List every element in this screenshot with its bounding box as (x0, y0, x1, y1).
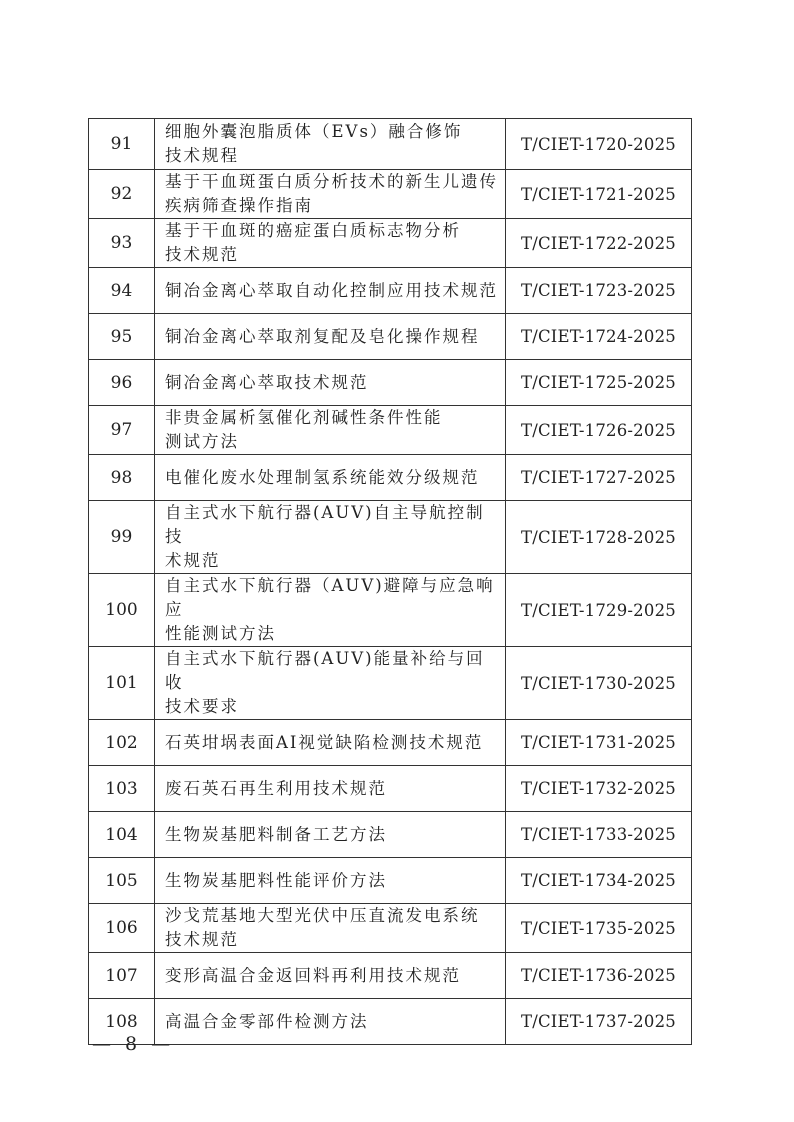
row-number: 103 (89, 766, 155, 812)
standard-code: T/CIET-1726-2025 (506, 406, 692, 455)
row-number: 106 (89, 904, 155, 953)
table-row (89, 501, 692, 574)
table-row (89, 574, 692, 647)
standard-code: T/CIET-1732-2025 (506, 766, 692, 812)
table-row (89, 858, 692, 904)
row-number: 104 (89, 812, 155, 858)
standard-name (155, 219, 506, 268)
table-row (89, 406, 692, 455)
row-number: 93 (89, 219, 155, 268)
standard-code: T/CIET-1736-2025 (506, 953, 692, 999)
standards-table (88, 118, 692, 1045)
standard-name-text: 基于干血斑的癌症蛋白质标志物分析 技术规范 (165, 221, 461, 264)
standard-code: T/CIET-1723-2025 (506, 268, 692, 314)
standard-name-text: 铜冶金离心萃取自动化控制应用技术规范 (165, 280, 498, 300)
row-number: 95 (89, 314, 155, 360)
standard-name-text: 石英坩埚表面AI视觉缺陷检测技术规范 (165, 732, 484, 752)
standard-name-text: 细胞外囊泡脂质体（EVs）融合修饰 技术规程 (165, 122, 463, 165)
table-row (89, 999, 692, 1045)
standard-name (155, 953, 506, 999)
standard-code: T/CIET-1724-2025 (506, 314, 692, 360)
standard-name (155, 501, 506, 574)
row-number: 99 (89, 501, 155, 574)
row-number: 101 (89, 647, 155, 720)
standard-name (155, 170, 506, 219)
standard-name-text: 非贵金属析氢催化剂碱性条件性能 测试方法 (165, 408, 443, 451)
table-row (89, 314, 692, 360)
table-row (89, 119, 692, 170)
row-number: 105 (89, 858, 155, 904)
row-number: 108 (89, 999, 155, 1045)
standard-name (155, 314, 506, 360)
standard-name-text: 废石英石再生利用技术规范 (165, 778, 387, 798)
standard-name (155, 766, 506, 812)
standard-name (155, 455, 506, 501)
row-number: 98 (89, 455, 155, 501)
standard-code: T/CIET-1720-2025 (506, 119, 692, 170)
row-number: 92 (89, 170, 155, 219)
standard-name-text: 沙戈荒基地大型光伏中压直流发电系统 技术规范 (165, 906, 480, 949)
row-number: 102 (89, 720, 155, 766)
standard-name-text: 铜冶金离心萃取剂复配及皂化操作规程 (165, 326, 480, 346)
table-row (89, 904, 692, 953)
standard-name-text: 铜冶金离心萃取技术规范 (165, 372, 369, 392)
table-row (89, 268, 692, 314)
standard-code: T/CIET-1737-2025 (506, 999, 692, 1045)
standard-name-text: 自主式水下航行器(AUV)能量补给与回收 技术要求 (165, 649, 485, 716)
table-row (89, 953, 692, 999)
row-number: 100 (89, 574, 155, 647)
standard-name (155, 720, 506, 766)
page-number: — 8 — (92, 1033, 175, 1055)
standard-code: T/CIET-1729-2025 (506, 574, 692, 647)
table-row (89, 812, 692, 858)
standard-name (155, 812, 506, 858)
table-row (89, 720, 692, 766)
row-number: 97 (89, 406, 155, 455)
standard-name-text: 高温合金零部件检测方法 (165, 1011, 369, 1031)
standard-name-text: 自主式水下航行器（AUV)避障与应急响应 性能测试方法 (165, 576, 495, 643)
table-row (89, 219, 692, 268)
standard-name (155, 268, 506, 314)
standard-code: T/CIET-1727-2025 (506, 455, 692, 501)
standard-code: T/CIET-1730-2025 (506, 647, 692, 720)
standard-code: T/CIET-1733-2025 (506, 812, 692, 858)
row-number: 96 (89, 360, 155, 406)
standard-code: T/CIET-1725-2025 (506, 360, 692, 406)
standard-code: T/CIET-1731-2025 (506, 720, 692, 766)
table-row (89, 455, 692, 501)
standard-name (155, 574, 506, 647)
standard-code: T/CIET-1735-2025 (506, 904, 692, 953)
standard-name-text: 生物炭基肥料性能评价方法 (165, 870, 387, 890)
standard-name (155, 360, 506, 406)
standard-code: T/CIET-1734-2025 (506, 858, 692, 904)
row-number: 94 (89, 268, 155, 314)
table-row (89, 647, 692, 720)
standard-code: T/CIET-1721-2025 (506, 170, 692, 219)
standard-name (155, 647, 506, 720)
standard-name (155, 904, 506, 953)
table-row (89, 170, 692, 219)
standard-code: T/CIET-1728-2025 (506, 501, 692, 574)
standard-name-text: 自主式水下航行器(AUV)自主导航控制技 术规范 (165, 503, 485, 570)
row-number: 107 (89, 953, 155, 999)
standard-name (155, 858, 506, 904)
table-row (89, 360, 692, 406)
standard-name (155, 999, 506, 1045)
row-number: 91 (89, 119, 155, 170)
standard-code: T/CIET-1722-2025 (506, 219, 692, 268)
standard-name-text: 生物炭基肥料制备工艺方法 (165, 824, 387, 844)
standard-name-text: 基于干血斑蛋白质分析技术的新生儿遗传 疾病筛查操作指南 (165, 172, 498, 215)
standard-name (155, 406, 506, 455)
table-row (89, 766, 692, 812)
standard-name (155, 119, 506, 170)
standard-name-text: 变形高温合金返回料再利用技术规范 (165, 965, 461, 985)
standard-name-text: 电催化废水处理制氢系统能效分级规范 (165, 467, 480, 487)
